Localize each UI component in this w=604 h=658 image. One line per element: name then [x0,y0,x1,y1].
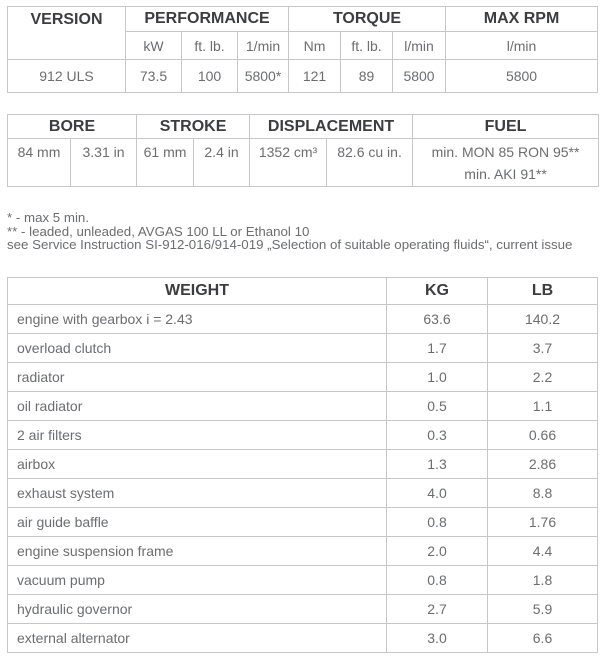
footnote-1: * - max 5 min. [7,210,90,225]
weight-lb-value: 4.4 [488,537,598,566]
weight-lb-value: 1.76 [488,508,598,537]
weight-item-name: oil radiator [8,392,387,421]
nm-value: 121 [289,60,341,93]
weight-item-name: exhaust system [8,479,387,508]
dimensions-header-row [8,115,599,139]
bore-in-value: 3.31 in [71,139,137,187]
displacement-header: DISPLACEMENT [250,115,413,139]
fuel-header: FUEL [413,115,599,139]
table-row [8,624,598,653]
lb-header: LB [488,278,598,305]
weight-header-row [8,278,598,305]
performance-header-row [8,7,598,32]
unit-nm: Nm [289,32,341,60]
table-row [8,305,598,334]
table-row [8,421,598,450]
footnote-2: ** - leaded, unleaded, AVGAS 100 LL or Ethanol 10 [7,223,310,239]
stroke-in-value: 2.4 in [194,139,250,187]
version-header: VERSION [8,7,126,60]
perf-rpm-value: 5800* [238,60,289,93]
weight-kg-value: 1.3 [387,450,488,479]
table-row [8,508,598,537]
torque-header: TORQUE [289,7,446,32]
fuel-value [413,139,599,187]
weight-kg-value: 0.8 [387,566,488,595]
weight-kg-value: 4.0 [387,479,488,508]
weight-kg-value: 0.5 [387,392,488,421]
table-row [8,363,598,392]
fuel-line-1: min. MON 85 RON 95** [431,143,580,160]
unit-torque-ftlb: ft. lb. [341,32,393,60]
max-rpm-header: MAX RPM [446,7,598,32]
weight-lb-value: 0.66 [488,421,598,450]
table-row [8,334,598,363]
footnote-3: see Service Instruction SI-912-016/914-019 „Selection of suitable operating fluids“, current issue [7,237,573,252]
table-row [8,537,598,566]
performance-table [7,6,598,93]
dimensions-data-row [8,139,599,187]
weight-lb-value: 5.9 [488,595,598,624]
weight-item-name: 2 air filters [8,421,387,450]
displacement-cm-value: 1352 cm³ [250,139,327,187]
performance-header: PERFORMANCE [126,7,289,32]
weight-table [7,277,598,653]
weight-kg-value: 2.0 [387,537,488,566]
displacement-cu-value: 82.6 cu in. [327,139,413,187]
table-row [8,450,598,479]
weight-lb-value: 140.2 [488,305,598,334]
weight-item-name: vacuum pump [8,566,387,595]
unit-max-rpm: l/min [446,32,598,60]
performance-data-row [8,60,598,93]
engine-dimensions-table [7,114,599,187]
kw-value: 73.5 [126,60,182,93]
unit-perf-rpm: 1/min [238,32,289,60]
weight-lb-value: 8.8 [488,479,598,508]
weight-kg-value: 0.8 [387,508,488,537]
weight-item-name: engine suspension frame [8,537,387,566]
weight-kg-value: 1.0 [387,363,488,392]
weight-item-name: external alternator [8,624,387,653]
table-row [8,595,598,624]
weight-kg-value: 1.7 [387,334,488,363]
fuel-line-2: min. AKI 91** [464,165,547,182]
weight-lb-value: 2.2 [488,363,598,392]
weight-kg-value: 63.6 [387,305,488,334]
table-row [8,566,598,595]
stroke-mm-value: 61 mm [137,139,194,187]
weight-item-name: hydraulic governor [8,595,387,624]
weight-kg-value: 0.3 [387,421,488,450]
unit-torque-rpm: l/min [393,32,446,60]
weight-item-name: engine with gearbox i = 2.43 [8,305,387,334]
unit-kw: kW [126,32,182,60]
table-row [8,392,598,421]
footnotes [7,211,602,252]
stroke-header: STROKE [137,115,250,139]
bore-header: BORE [8,115,137,139]
weight-lb-value: 3.7 [488,334,598,363]
weight-header: WEIGHT [8,278,387,305]
weight-lb-value: 6.6 [488,624,598,653]
weight-item-name: airbox [8,450,387,479]
weight-item-name: overload clutch [8,334,387,363]
torque-ftlb-value: 89 [341,60,393,93]
weight-item-name: radiator [8,363,387,392]
weight-lb-value: 2.86 [488,450,598,479]
version-value: 912 ULS [8,60,126,93]
unit-ftlb: ft. lb. [182,32,238,60]
weight-kg-value: 2.7 [387,595,488,624]
kg-header: KG [387,278,488,305]
weight-lb-value: 1.1 [488,392,598,421]
max-rpm-value: 5800 [446,60,598,93]
weight-lb-value: 1.8 [488,566,598,595]
ftlb-value: 100 [182,60,238,93]
table-row [8,479,598,508]
bore-mm-value: 84 mm [8,139,71,187]
weight-item-name: air guide baffle [8,508,387,537]
weight-kg-value: 3.0 [387,624,488,653]
torque-rpm-value: 5800 [393,60,446,93]
